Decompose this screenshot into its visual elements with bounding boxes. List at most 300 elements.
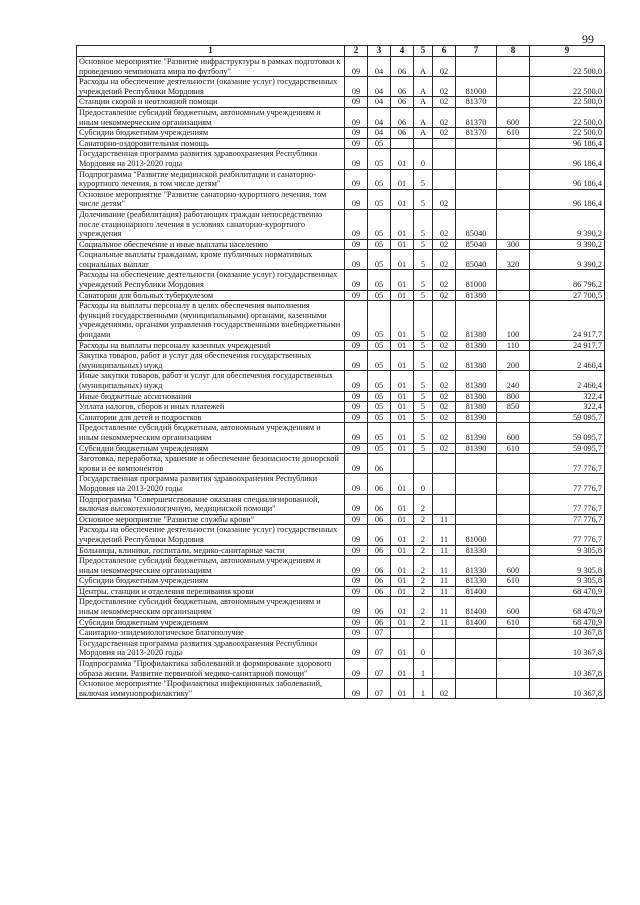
code-expense-type (497, 169, 530, 189)
code-activity: 02 (433, 301, 456, 340)
row-name: Расходы на выплаты персоналу казенных учреждений (77, 340, 345, 351)
row-name: Субсидии бюджетным учреждениям (77, 443, 345, 454)
code-program: 01 (391, 189, 414, 209)
code-direction: 81390 (456, 412, 497, 423)
code-expense-type (497, 97, 530, 108)
code-expense-type (497, 679, 530, 699)
code-activity: 11 (433, 545, 456, 556)
code-subprogram: А (414, 77, 433, 97)
code-program: 01 (391, 340, 414, 351)
code-direction: 81000 (456, 525, 497, 545)
code-subprogram: 5 (414, 250, 433, 270)
row-name: Подпрограмма "Совершенствование оказания специализированной, включая высокотехнологичную, медицинской помощи" (77, 494, 345, 514)
code-subprogram: 0 (414, 638, 433, 658)
code-subprogram: А (414, 128, 433, 139)
code-section: 07 (368, 679, 391, 699)
code-expense-type: 300 (497, 239, 530, 250)
table-row (77, 209, 605, 239)
code-expense-type: 600 (497, 597, 530, 617)
code-direction (456, 189, 497, 209)
code-program: 01 (391, 270, 414, 290)
code-program: 01 (391, 391, 414, 402)
code-ministry: 09 (345, 239, 368, 250)
code-program: 06 (391, 107, 414, 127)
code-expense-type: 600 (497, 107, 530, 127)
row-name: Основное мероприятие "Профилактика инфекционных заболеваний, включая иммунопрофилактику" (77, 679, 345, 699)
code-section: 05 (368, 189, 391, 209)
code-ministry: 09 (345, 351, 368, 371)
row-name: Расходы на обеспечение деятельности (оказание услуг) государственных учреждений Республики Мордовия (77, 77, 345, 97)
code-section: 07 (368, 628, 391, 639)
code-section: 07 (368, 638, 391, 658)
code-subprogram: 5 (414, 239, 433, 250)
code-direction: 85040 (456, 239, 497, 250)
row-name: Расходы на обеспечение деятельности (оказание услуг) государственных учреждений Республики Мордовия (77, 270, 345, 290)
code-expense-type (497, 57, 530, 77)
code-expense-type: 240 (497, 371, 530, 391)
code-subprogram: 5 (414, 423, 433, 443)
code-ministry: 09 (345, 270, 368, 290)
code-subprogram: 5 (414, 209, 433, 239)
row-name: Расходы на обеспечение деятельности (оказание услуг) государственных учреждений Республики Мордовия (77, 525, 345, 545)
code-program: 01 (391, 149, 414, 169)
code-section: 04 (368, 77, 391, 97)
code-activity: 11 (433, 556, 456, 576)
code-section: 06 (368, 494, 391, 514)
code-ministry: 09 (345, 628, 368, 639)
row-amount: 10 367,8 (530, 659, 605, 679)
row-name: Иные закупки товаров, работ и услуг для обеспечения государственных (муниципальных) нужд (77, 371, 345, 391)
code-activity: 02 (433, 189, 456, 209)
table-row (77, 412, 605, 423)
code-ministry: 09 (345, 107, 368, 127)
row-amount: 9 305,8 (530, 545, 605, 556)
code-direction (456, 628, 497, 639)
row-name: Подпрограмма "Развитие медицинской реабилитации и санаторно-курортного лечения, в том числе детям" (77, 169, 345, 189)
code-direction (456, 57, 497, 77)
code-ministry: 09 (345, 138, 368, 149)
table-row (77, 514, 605, 525)
code-ministry: 09 (345, 597, 368, 617)
code-program: 06 (391, 128, 414, 139)
code-section: 05 (368, 391, 391, 402)
code-expense-type (497, 290, 530, 301)
code-direction: 81330 (456, 576, 497, 587)
code-program: 01 (391, 586, 414, 597)
code-subprogram (414, 454, 433, 474)
code-direction: 81000 (456, 77, 497, 97)
table-row (77, 77, 605, 97)
code-expense-type (497, 628, 530, 639)
table-row (77, 107, 605, 127)
code-expense-type (497, 270, 530, 290)
code-activity (433, 454, 456, 474)
code-direction: 81390 (456, 443, 497, 454)
code-activity (433, 169, 456, 189)
row-name: Основное мероприятие "Развитие службы крови" (77, 514, 345, 525)
code-subprogram: А (414, 107, 433, 127)
code-subprogram: 5 (414, 270, 433, 290)
table-row (77, 454, 605, 474)
code-activity: 11 (433, 525, 456, 545)
code-direction (456, 494, 497, 514)
code-program: 01 (391, 239, 414, 250)
row-amount: 9 390,2 (530, 250, 605, 270)
row-amount: 59 095,7 (530, 412, 605, 423)
row-amount: 24 917,7 (530, 301, 605, 340)
code-expense-type (497, 138, 530, 149)
code-ministry: 09 (345, 659, 368, 679)
code-ministry: 09 (345, 679, 368, 699)
code-expense-type (497, 494, 530, 514)
code-subprogram: 5 (414, 290, 433, 301)
row-amount: 96 186,4 (530, 169, 605, 189)
code-expense-type (497, 514, 530, 525)
code-ministry: 09 (345, 290, 368, 301)
column-header: 9 (530, 46, 605, 57)
code-direction: 81400 (456, 597, 497, 617)
code-program: 01 (391, 402, 414, 413)
code-ministry: 09 (345, 340, 368, 351)
code-program: 01 (391, 597, 414, 617)
row-name: Санаторно-оздоровительная помощь (77, 138, 345, 149)
row-name: Станции скорой и неотложной помощи (77, 97, 345, 108)
code-program: 01 (391, 209, 414, 239)
code-ministry: 09 (345, 301, 368, 340)
code-direction: 81400 (456, 586, 497, 597)
table-row (77, 340, 605, 351)
code-direction (456, 169, 497, 189)
code-program: 01 (391, 351, 414, 371)
code-expense-type (497, 454, 530, 474)
code-direction: 81000 (456, 270, 497, 290)
code-activity: 11 (433, 514, 456, 525)
code-activity (433, 149, 456, 169)
table-row (77, 138, 605, 149)
code-subprogram: 5 (414, 412, 433, 423)
code-ministry: 09 (345, 97, 368, 108)
code-section: 04 (368, 97, 391, 108)
code-activity: 02 (433, 250, 456, 270)
code-program: 01 (391, 659, 414, 679)
code-activity (433, 638, 456, 658)
code-program: 01 (391, 474, 414, 494)
code-program: 01 (391, 443, 414, 454)
code-program: 01 (391, 576, 414, 587)
code-section: 04 (368, 107, 391, 127)
column-header: 2 (345, 46, 368, 57)
code-section: 05 (368, 423, 391, 443)
code-subprogram: 2 (414, 525, 433, 545)
table-row (77, 659, 605, 679)
code-activity: 02 (433, 239, 456, 250)
column-header: 7 (456, 46, 497, 57)
table-row (77, 525, 605, 545)
code-expense-type: 600 (497, 556, 530, 576)
code-expense-type (497, 586, 530, 597)
table-row (77, 443, 605, 454)
code-subprogram (414, 628, 433, 639)
table-row (77, 679, 605, 699)
code-section: 04 (368, 57, 391, 77)
code-program: 01 (391, 371, 414, 391)
code-activity (433, 659, 456, 679)
row-amount: 322,4 (530, 391, 605, 402)
code-subprogram: 2 (414, 545, 433, 556)
row-amount: 68 470,9 (530, 617, 605, 628)
table-row (77, 556, 605, 576)
code-section: 05 (368, 138, 391, 149)
code-ministry: 09 (345, 514, 368, 525)
code-activity: 02 (433, 209, 456, 239)
code-expense-type: 610 (497, 576, 530, 587)
table-row (77, 586, 605, 597)
code-activity: 02 (433, 128, 456, 139)
code-section: 05 (368, 169, 391, 189)
code-activity (433, 494, 456, 514)
code-program: 01 (391, 423, 414, 443)
code-activity: 02 (433, 412, 456, 423)
row-name: Субсидии бюджетным учреждениям (77, 576, 345, 587)
code-subprogram: 0 (414, 149, 433, 169)
row-name: Подпрограмма "Профилактика заболеваний и формирование здорового образа жизни. Развитие первичной медико-санитарной помощи" (77, 659, 345, 679)
row-amount: 77 776,7 (530, 454, 605, 474)
row-name: Субсидии бюджетным учреждениям (77, 128, 345, 139)
row-amount: 68 470,9 (530, 597, 605, 617)
code-direction: 81370 (456, 107, 497, 127)
row-name: Социальные выплаты гражданам, кроме публичных нормативных социальных выплат (77, 250, 345, 270)
code-direction: 81380 (456, 351, 497, 371)
code-ministry: 09 (345, 443, 368, 454)
code-activity (433, 628, 456, 639)
code-direction: 81380 (456, 340, 497, 351)
code-subprogram: А (414, 57, 433, 77)
table-row (77, 494, 605, 514)
table-row (77, 423, 605, 443)
code-ministry: 09 (345, 149, 368, 169)
row-name: Субсидии бюджетным учреждениям (77, 617, 345, 628)
code-subprogram (414, 138, 433, 149)
code-activity: 11 (433, 597, 456, 617)
code-subprogram: 2 (414, 514, 433, 525)
code-activity: 02 (433, 443, 456, 454)
code-ministry: 09 (345, 169, 368, 189)
code-expense-type (497, 659, 530, 679)
code-subprogram: 5 (414, 301, 433, 340)
row-amount: 2 460,4 (530, 371, 605, 391)
table-row (77, 301, 605, 340)
code-ministry: 09 (345, 57, 368, 77)
code-direction: 81380 (456, 301, 497, 340)
code-expense-type (497, 189, 530, 209)
code-section: 05 (368, 301, 391, 340)
code-expense-type: 610 (497, 128, 530, 139)
code-expense-type (497, 525, 530, 545)
row-amount: 10 367,8 (530, 679, 605, 699)
row-amount: 9 305,8 (530, 576, 605, 587)
table-body (77, 57, 605, 699)
code-section: 06 (368, 617, 391, 628)
code-program: 06 (391, 77, 414, 97)
code-activity: 02 (433, 57, 456, 77)
row-amount: 9 390,2 (530, 209, 605, 239)
code-activity: 02 (433, 423, 456, 443)
table-row (77, 97, 605, 108)
code-program: 01 (391, 679, 414, 699)
code-direction: 81330 (456, 545, 497, 556)
code-direction: 81380 (456, 371, 497, 391)
code-section: 06 (368, 454, 391, 474)
code-program: 01 (391, 412, 414, 423)
code-section: 06 (368, 474, 391, 494)
row-amount: 77 776,7 (530, 525, 605, 545)
code-section: 05 (368, 209, 391, 239)
code-direction: 81380 (456, 290, 497, 301)
code-direction (456, 638, 497, 658)
code-ministry: 09 (345, 545, 368, 556)
table-row (77, 351, 605, 371)
code-direction (456, 679, 497, 699)
row-amount: 10 367,8 (530, 628, 605, 639)
code-subprogram: 2 (414, 597, 433, 617)
code-direction: 81330 (456, 556, 497, 576)
code-program: 01 (391, 290, 414, 301)
code-ministry: 09 (345, 638, 368, 658)
code-section: 05 (368, 402, 391, 413)
code-section: 06 (368, 597, 391, 617)
table-row (77, 474, 605, 494)
code-direction (456, 454, 497, 474)
row-amount: 77 776,7 (530, 474, 605, 494)
code-activity: 02 (433, 77, 456, 97)
code-expense-type (497, 474, 530, 494)
code-subprogram: 2 (414, 617, 433, 628)
row-name: Предоставление субсидий бюджетным, автономным учреждениям и иным некоммерческим организациям (77, 423, 345, 443)
code-subprogram: 5 (414, 169, 433, 189)
row-name: Государственная программа развития здравоохранения Республики Мордовия на 2013-2020 годы (77, 149, 345, 169)
code-ministry: 09 (345, 423, 368, 443)
row-name: Больницы, клиники, госпитали, медико-санитарные части (77, 545, 345, 556)
row-amount: 96 186,4 (530, 189, 605, 209)
code-ministry: 09 (345, 494, 368, 514)
code-section: 04 (368, 128, 391, 139)
code-activity: 02 (433, 290, 456, 301)
code-expense-type: 800 (497, 391, 530, 402)
code-subprogram: 5 (414, 391, 433, 402)
code-section: 06 (368, 576, 391, 587)
code-direction (456, 149, 497, 169)
code-expense-type (497, 77, 530, 97)
row-amount: 22 500,0 (530, 107, 605, 127)
code-direction (456, 138, 497, 149)
column-header: 6 (433, 46, 456, 57)
page-number: 99 (582, 32, 594, 46)
row-name: Заготовка, переработка, хранение и обеспечение безопасности донорской крови и ее компонентов (77, 454, 345, 474)
table-row (77, 371, 605, 391)
code-section: 05 (368, 412, 391, 423)
code-ministry: 09 (345, 586, 368, 597)
code-expense-type: 110 (497, 340, 530, 351)
code-subprogram: 2 (414, 576, 433, 587)
code-ministry: 09 (345, 189, 368, 209)
code-program (391, 454, 414, 474)
row-amount: 9 390,2 (530, 239, 605, 250)
code-section: 05 (368, 340, 391, 351)
table-row (77, 128, 605, 139)
column-header: 1 (77, 46, 345, 57)
row-name: Расходы на выплаты персоналу в целях обеспечения выполнения функций государственными (муниципальными) органами, казенными учреждениями, органами управления государственными внебюджетными фондами (77, 301, 345, 340)
code-activity: 02 (433, 97, 456, 108)
row-amount: 24 917,7 (530, 340, 605, 351)
code-program: 01 (391, 556, 414, 576)
code-ministry: 09 (345, 474, 368, 494)
table-row (77, 391, 605, 402)
code-program: 01 (391, 301, 414, 340)
code-ministry: 09 (345, 525, 368, 545)
code-activity: 02 (433, 371, 456, 391)
code-program (391, 138, 414, 149)
code-ministry: 09 (345, 617, 368, 628)
table-row (77, 545, 605, 556)
code-program: 01 (391, 638, 414, 658)
code-program: 01 (391, 494, 414, 514)
code-subprogram: 2 (414, 494, 433, 514)
code-direction (456, 514, 497, 525)
code-section: 05 (368, 371, 391, 391)
code-section: 06 (368, 545, 391, 556)
column-header: 3 (368, 46, 391, 57)
code-subprogram: 5 (414, 189, 433, 209)
code-ministry: 09 (345, 209, 368, 239)
code-section: 05 (368, 250, 391, 270)
table-row (77, 628, 605, 639)
code-ministry: 09 (345, 556, 368, 576)
table-row (77, 57, 605, 77)
code-section: 05 (368, 443, 391, 454)
code-direction: 85040 (456, 209, 497, 239)
row-name: Предоставление субсидий бюджетным, автономным учреждениям и иным некоммерческим организациям (77, 107, 345, 127)
row-name: Государственная программа развития здравоохранения Республики Мордовия на 2013-2020 годы (77, 474, 345, 494)
code-subprogram: 5 (414, 351, 433, 371)
row-amount: 77 776,7 (530, 514, 605, 525)
code-activity: 02 (433, 107, 456, 127)
row-amount: 68 470,9 (530, 586, 605, 597)
code-section: 05 (368, 351, 391, 371)
row-amount: 27 700,5 (530, 290, 605, 301)
code-expense-type: 200 (497, 351, 530, 371)
code-program: 06 (391, 97, 414, 108)
row-amount: 10 367,8 (530, 638, 605, 658)
code-direction: 81370 (456, 128, 497, 139)
code-expense-type (497, 149, 530, 169)
row-name: Уплата налогов, сборов и иных платежей (77, 402, 345, 413)
code-expense-type (497, 545, 530, 556)
code-activity: 02 (433, 270, 456, 290)
table-row (77, 250, 605, 270)
code-ministry: 09 (345, 77, 368, 97)
table-row (77, 189, 605, 209)
code-program: 01 (391, 514, 414, 525)
code-direction: 85040 (456, 250, 497, 270)
code-activity (433, 138, 456, 149)
row-amount: 86 796,2 (530, 270, 605, 290)
code-expense-type: 610 (497, 443, 530, 454)
code-program: 01 (391, 525, 414, 545)
code-direction: 81390 (456, 423, 497, 443)
code-activity: 02 (433, 402, 456, 413)
code-section: 05 (368, 270, 391, 290)
row-name: Государственная программа развития здравоохранения Республики Мордовия на 2013-2020 годы (77, 638, 345, 658)
